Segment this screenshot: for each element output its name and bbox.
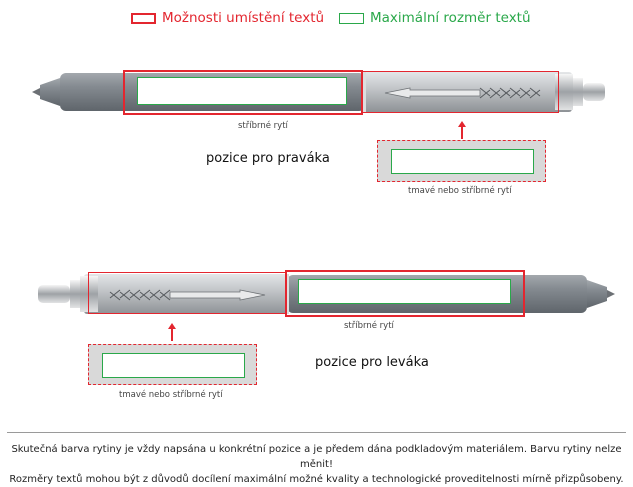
option-box-left: [88, 344, 257, 385]
green-frame-swatch-icon: [339, 13, 364, 24]
max-size-frame-left-option: [102, 353, 245, 378]
legend-placement-options: [131, 10, 324, 26]
engraving-label-left: stříbrné rytí: [344, 321, 394, 331]
legend-max-text-size-label: Maximální rozměr textů: [370, 10, 531, 26]
max-size-frame-left: [298, 279, 511, 304]
legend-max-text-size: [339, 10, 531, 26]
placement-frame-left-cap: [88, 272, 286, 314]
legend-placement-options-label: Možnosti umístění textů: [162, 10, 325, 26]
option-label-right: tmavé nebo stříbrné rytí: [408, 186, 512, 196]
max-size-frame-right: [137, 77, 347, 105]
footer-line-1: Skutečná barva rytiny je vždy napsána u konkrétní pozice a je předem dána podkladovým materiálem. Barvu rytiny nelze měnit!: [11, 444, 622, 470]
arrow-up-icon: [457, 121, 467, 139]
red-frame-swatch-icon: [131, 13, 156, 24]
footer-line-2: Rozměry textů mohou být z důvodů docílení maximální možné kvality a technologické proveditelnosti mírně přizpůsobeny.: [9, 474, 624, 485]
legend: [0, 10, 633, 30]
arrow-up-icon: [167, 323, 177, 341]
left-handed-title: pozice pro leváka: [315, 355, 429, 370]
right-handed-title: pozice pro praváka: [206, 151, 330, 166]
option-label-left: tmavé nebo stříbrné rytí: [119, 390, 223, 400]
max-size-frame-right-option: [391, 149, 534, 174]
footer-note: [0, 442, 633, 487]
engraving-label-right: stříbrné rytí: [238, 121, 288, 131]
option-box-right: [377, 140, 546, 182]
placement-frame-right-cap: [361, 71, 559, 113]
footer-divider: [7, 432, 626, 433]
